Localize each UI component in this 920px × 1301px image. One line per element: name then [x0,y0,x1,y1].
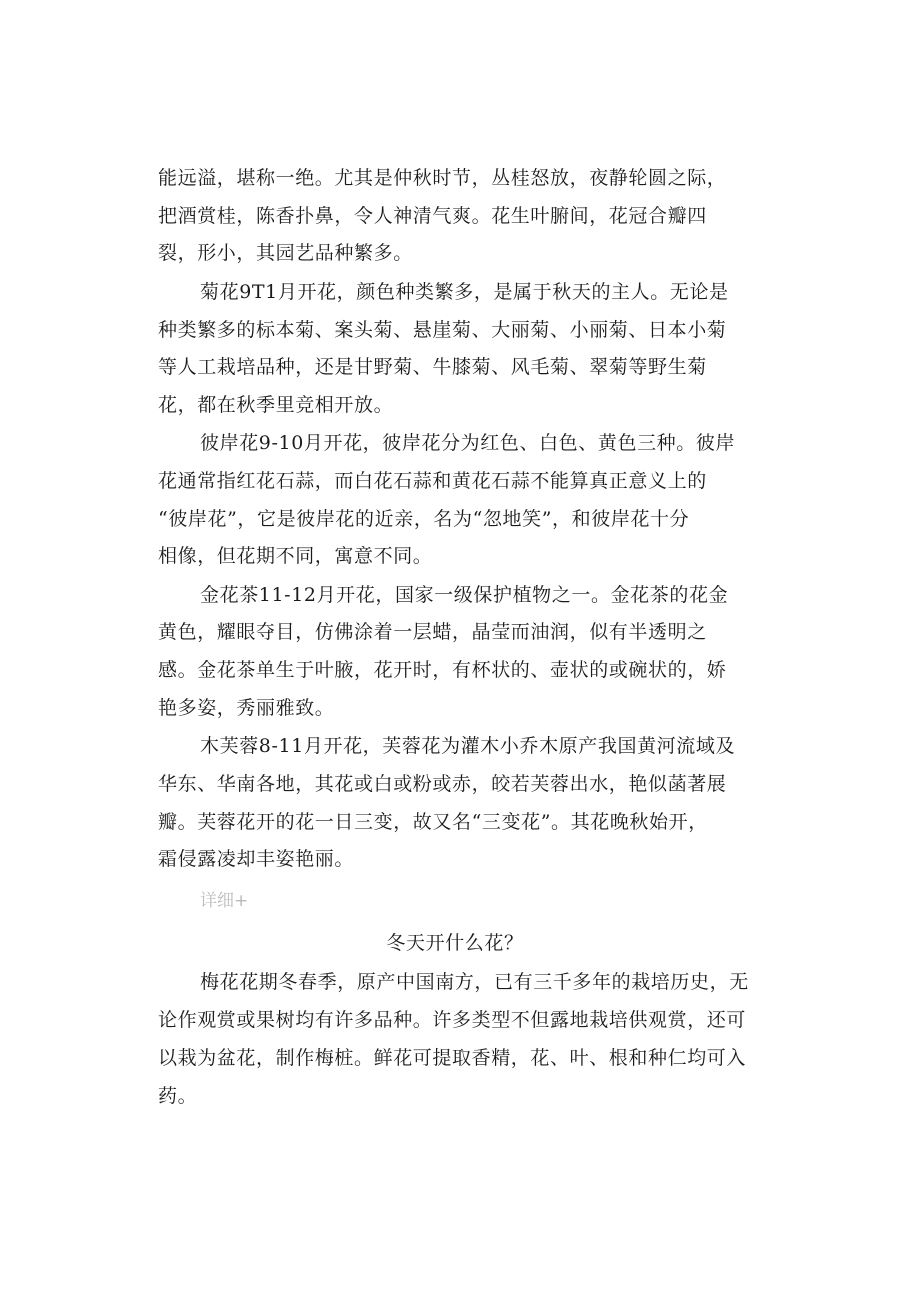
paragraph-line: 种类繁多的标本菊、案头菊、悬崖菊、大丽菊、小丽菊、日本小菊 [158,319,727,341]
paragraph-line: 等人工栽培品种，还是甘野菊、牛膝菊、风毛菊、翠菊等野生菊 [158,356,707,378]
paragraph-line: 药。 [158,1085,198,1107]
paragraph-line: 裂，形小，其园艺品种繁多。 [158,242,413,264]
paragraph-line: 论作观赏或果树均有许多品种。许多类型不但露地栽培供观赏，还可 [158,1009,747,1031]
paragraph-line: 艳多姿，秀丽雅致。 [158,697,335,719]
paragraph-line: 相像，但花期不同，寓意不同。 [158,545,433,567]
paragraph-line: 以栽为盆花，制作梅桩。鲜花可提取香精，花、叶、根和种仁均可入 [158,1047,747,1069]
paragraph-line: 彼岸花9-10月开花，彼岸花分为红色、白色、黄色三种。彼岸 [200,432,736,454]
paragraph-line: 感。金花茶单生于叶腋，花开时，有杯状的、壶状的或碗状的，娇 [158,659,727,681]
paragraph-line: 梅花花期冬春季，原产中国南方，已有三千多年的栽培历史，无 [200,971,749,993]
paragraph-line: 金花茶11-12月开花，国家一级保护植物之一。金花茶的花金 [200,584,729,606]
paragraph-line: 把酒赏桂，陈香扑鼻，令人神清气爽。花生叶腑间，花冠合瓣四 [158,205,707,227]
details-link[interactable]: 详细+ [200,891,249,911]
paragraph-line: 菊花9T1月开花，颜色种类繁多，是属于秋天的主人。无论是 [200,281,729,303]
paragraph-line: 木芙蓉8-11月开花，芙蓉花为灌木小乔木原产我国黄河流域及 [200,735,736,757]
paragraph-line: 花通常指红花石蒜，而白花石蒜和黄花石蒜不能算真正意义上的 [158,470,707,492]
paragraph-line: 黄色，耀眼夺目，仿佛涂着一层蜡，晶莹而油润，似有半透明之 [158,621,707,643]
paragraph-line: 霜侵露凌却丰姿艳丽。 [158,848,355,870]
section-heading: 冬天开什么花？ [386,932,524,954]
paragraph-line: 华东、华南各地，其花或白或粉或赤，皎若芙蓉出水，艳似菡著展 [158,773,727,795]
paragraph-line: 能远溢，堪称一绝。尤其是仲秋时节，丛桂怒放，夜静轮圆之际， [158,167,727,189]
paragraph-line: 瓣。芙蓉花开的花一日三变，故又名“三变花”。其花晚秋始开， [158,811,708,833]
paragraph-line: “彼岸花”，它是彼岸花的近亲，名为“忽地笑”，和彼岸花十分 [158,508,690,530]
paragraph-line: 花，都在秋季里竞相开放。 [158,394,394,416]
